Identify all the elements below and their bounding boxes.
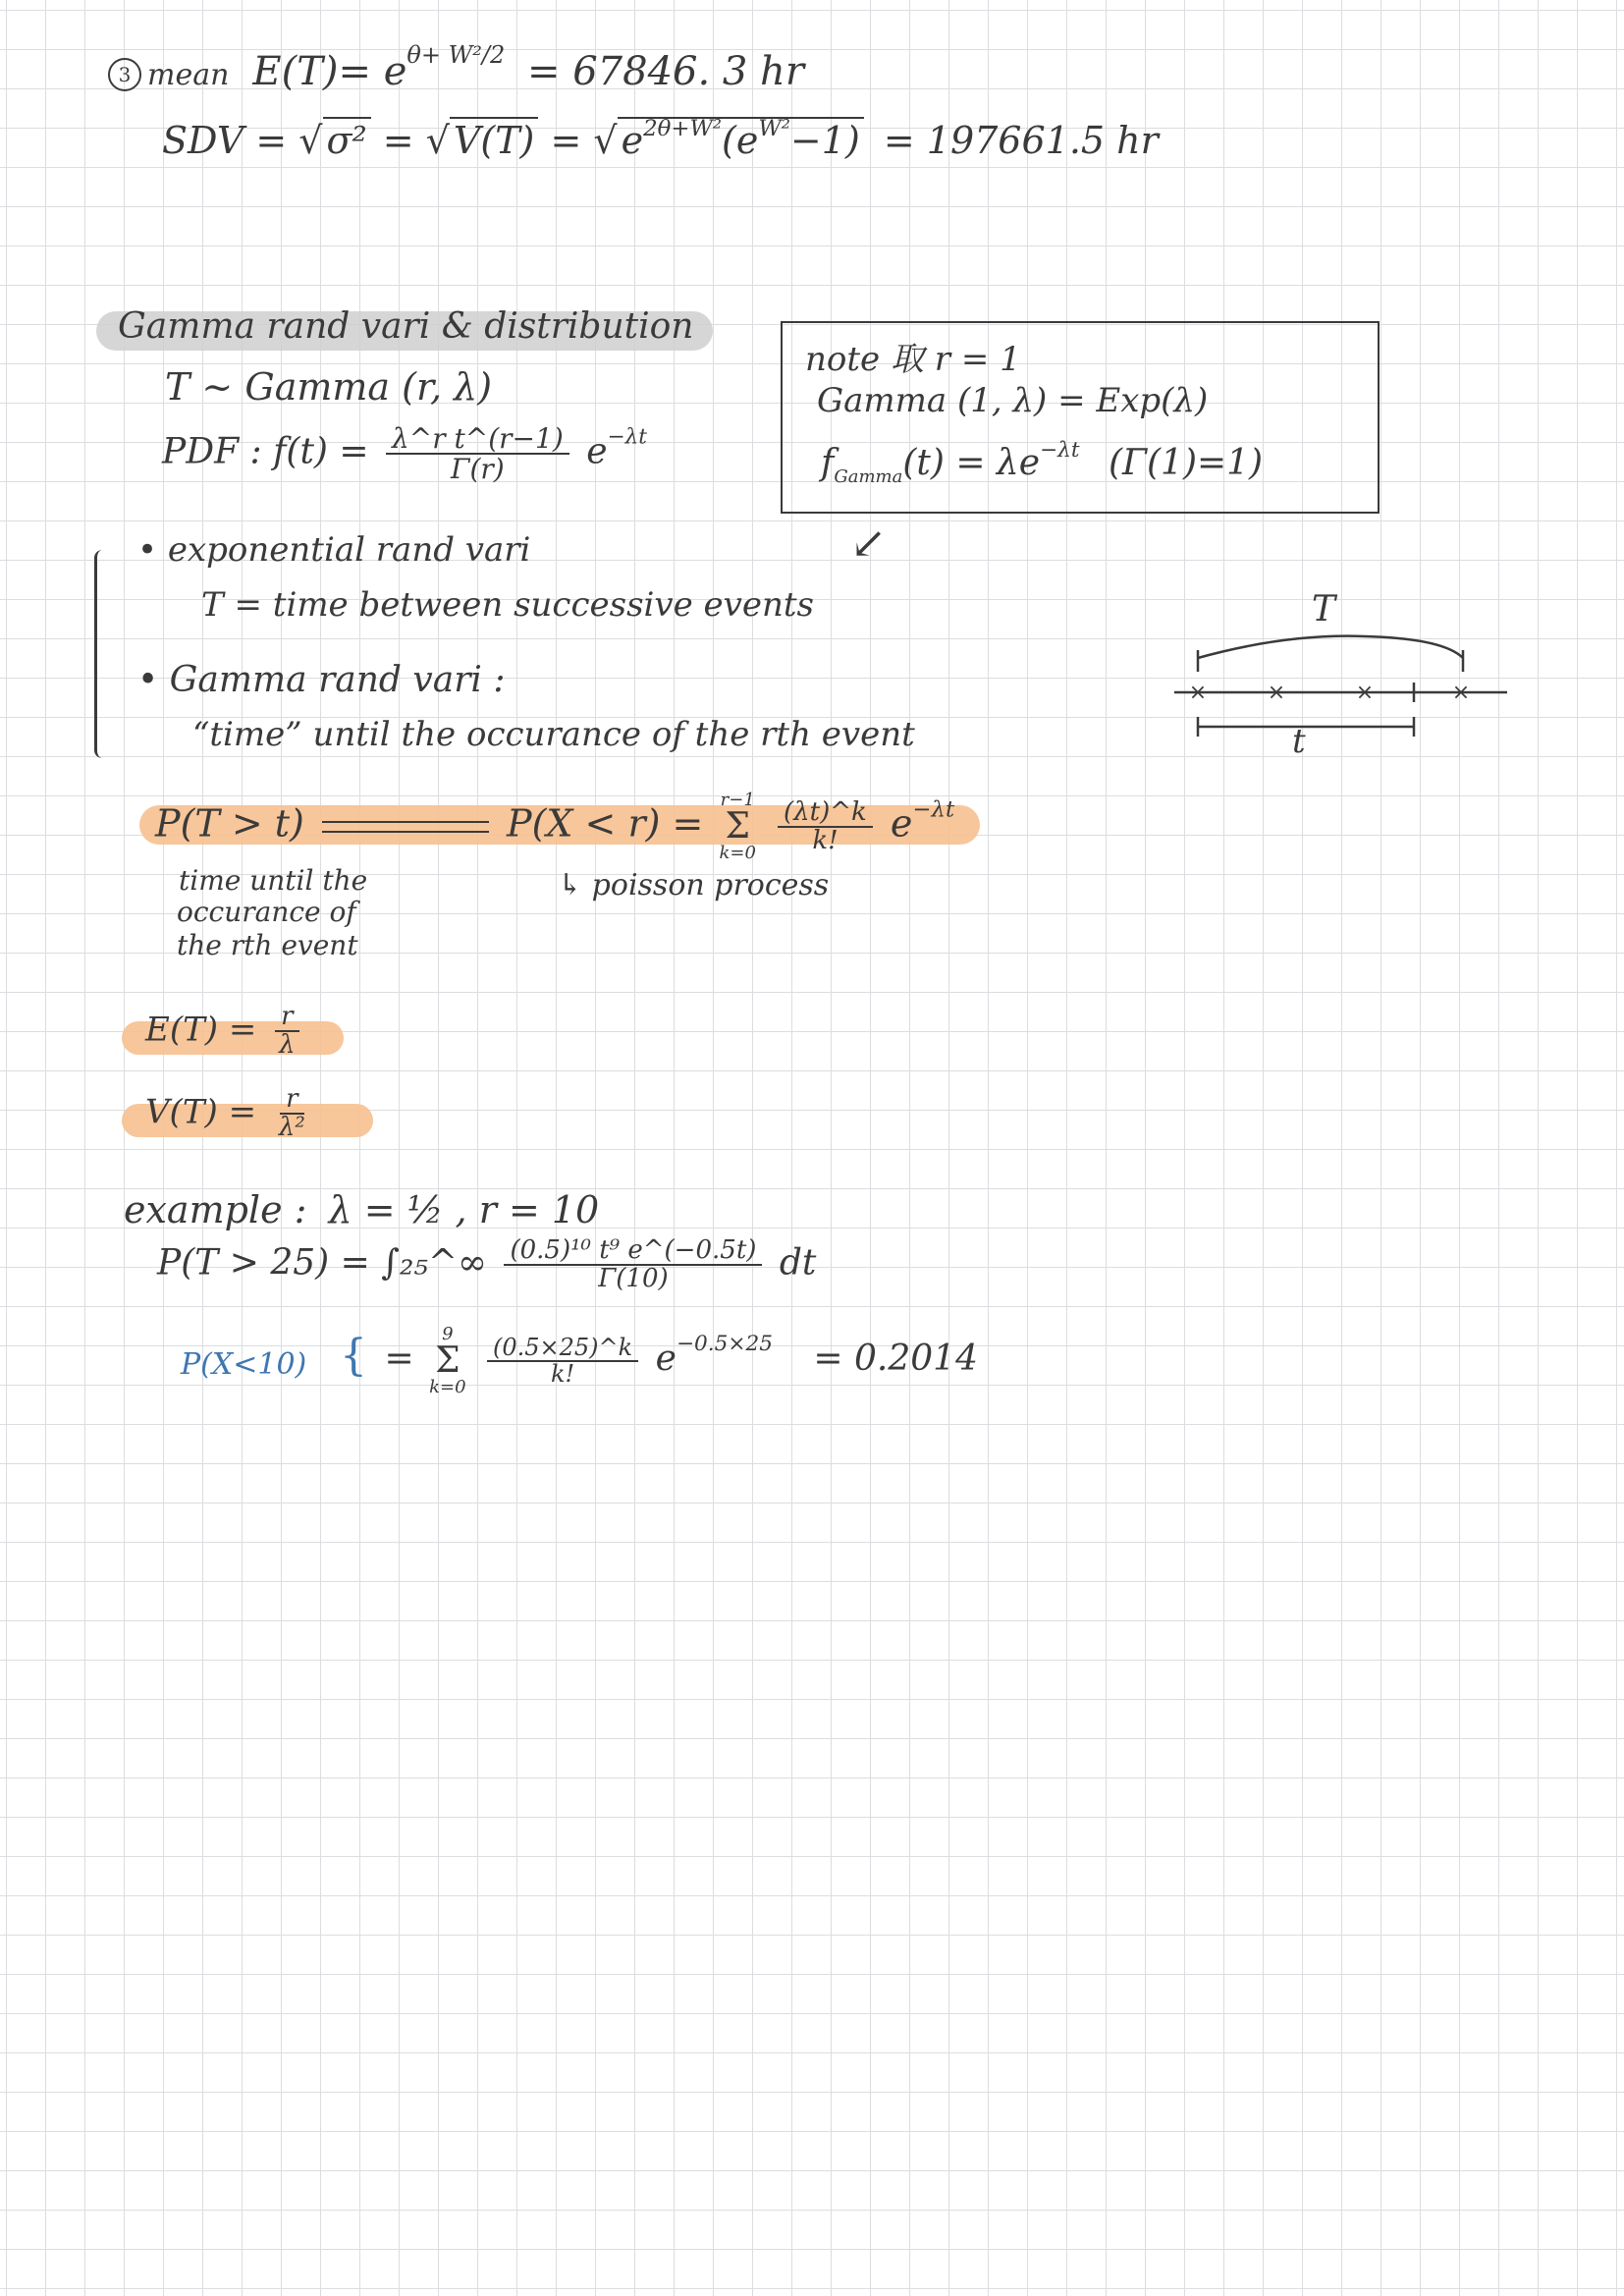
note-line-1: note 取 r = 1: [805, 340, 1021, 379]
sdv-expression: $e^{2\theta+W^2}(e^{W^2}-1)$: [618, 117, 864, 162]
note-line-3: $f_{Gamma}(t) = \lambda e^{-\lambda t}$ (Γ(1)=1): [821, 438, 1264, 488]
example-side-label: P(X<10): [181, 1347, 307, 1382]
timeline-diagram: [1168, 589, 1522, 766]
left-brace: [94, 550, 111, 758]
bullet-gamma-desc: “time” until the occurance of the rth event: [192, 715, 915, 754]
relation-note-lhs-3: the rth event: [177, 929, 358, 961]
pdf-lhs: PDF : f(t) =: [162, 431, 369, 472]
sdv-eq-1: =: [382, 119, 414, 162]
example-integral: P(T > 25) = ∫₂₅^∞ $\frac{\text{(0.5)¹⁰ t⁹ e\textasciicircum{}(−0.5t)}}{\Gamma(10)}$ dt: [157, 1235, 817, 1294]
relation-rhs: P(X < r) =: [507, 801, 704, 846]
timeline-event-mark: ×: [1355, 681, 1375, 705]
mean-formula: E(T) = $\frac{r}{\lambda}$: [145, 1004, 307, 1060]
timeline-top-arc: [1198, 636, 1463, 658]
relation-sum: r−1 Σ k=0: [719, 790, 756, 863]
bullet-exponential-desc: T = time between successive events: [201, 585, 815, 625]
timeline-event-mark: ×: [1451, 681, 1471, 705]
pdf-fraction: [386, 424, 569, 484]
pdf-exp-base: e: [586, 431, 608, 472]
pdf-line: [162, 424, 647, 484]
example-line: [124, 1188, 599, 1231]
gamma-notation: T ~ Gamma (r, λ): [165, 365, 493, 409]
example-title: example :: [124, 1188, 307, 1231]
relation-note-lhs-2: occurance of: [177, 896, 356, 928]
sdv-result: = 197661.5 hr: [883, 119, 1159, 162]
timeline-event-mark: ×: [1267, 681, 1286, 705]
pdf-exp-power: −λt: [607, 424, 647, 450]
example-params: λ = ½ , r = 10: [328, 1188, 600, 1231]
sdv-lhs: SDV =: [162, 119, 288, 162]
pdf-numerator: λ^r t^(r−1): [386, 424, 569, 455]
mean-result: = 67846. 3 hr: [526, 49, 804, 94]
example-sum: { = 9 Σ k=0 $\frac{(0.5\times 25)\^{}k}{k!}$ $e^{-0.5\times 25} = 0.2014$: [340, 1324, 978, 1397]
relation-note-rhs: ↳ poisson process: [558, 868, 830, 902]
relation-fraction: $\frac{(\lambda t)\^{}k}{k!}$: [778, 799, 873, 855]
bullet-exponential-title: • exponential rand vari: [137, 530, 531, 570]
relation-note-lhs-1: time until the: [179, 864, 368, 897]
mean-exponent: θ+ W²/2: [406, 41, 506, 69]
section-number-marker: 3: [108, 58, 141, 91]
mean-lhs: E(T)= e: [252, 49, 407, 94]
bullet-gamma-title: • Gamma rand vari :: [137, 660, 506, 700]
note-line-2: Gamma (1, λ) = Exp(λ): [817, 381, 1209, 420]
variance-formula: V(T) = $\frac{r}{\text{λ²}}$: [145, 1084, 305, 1143]
note-arrow-icon: ↙: [850, 519, 887, 569]
timeline-top-label: T: [1312, 589, 1336, 629]
sdv-sigma-squared: σ²: [323, 117, 371, 162]
example-result: = 0.2014: [813, 1339, 978, 1379]
mean-line: [108, 41, 804, 94]
timeline-event-mark: ×: [1188, 681, 1208, 705]
mean-label: mean: [147, 58, 230, 92]
relation-double-equals: [322, 821, 489, 833]
sdv-line: SDV = √ σ² = √ V(T) = √ $e^{2\theta+W^2}(e^{W^2}-1) = 197661.5$ hr: [162, 116, 1159, 162]
gamma-heading: Gamma rand vari & distribution: [118, 306, 694, 347]
relation-lhs: P(T > t): [155, 801, 304, 846]
pdf-denominator: Γ(r): [451, 453, 505, 486]
timeline-bottom-label: t: [1292, 722, 1306, 761]
sdv-eq-2: =: [550, 119, 582, 162]
relation-line: P(T > t) P(X < r) = r−1 Σ k=0 $\frac{(\lambda t)\^{}k}{k!}$ $e^{-\lambda t}$: [155, 790, 955, 863]
sdv-variance: V(T): [450, 117, 538, 162]
